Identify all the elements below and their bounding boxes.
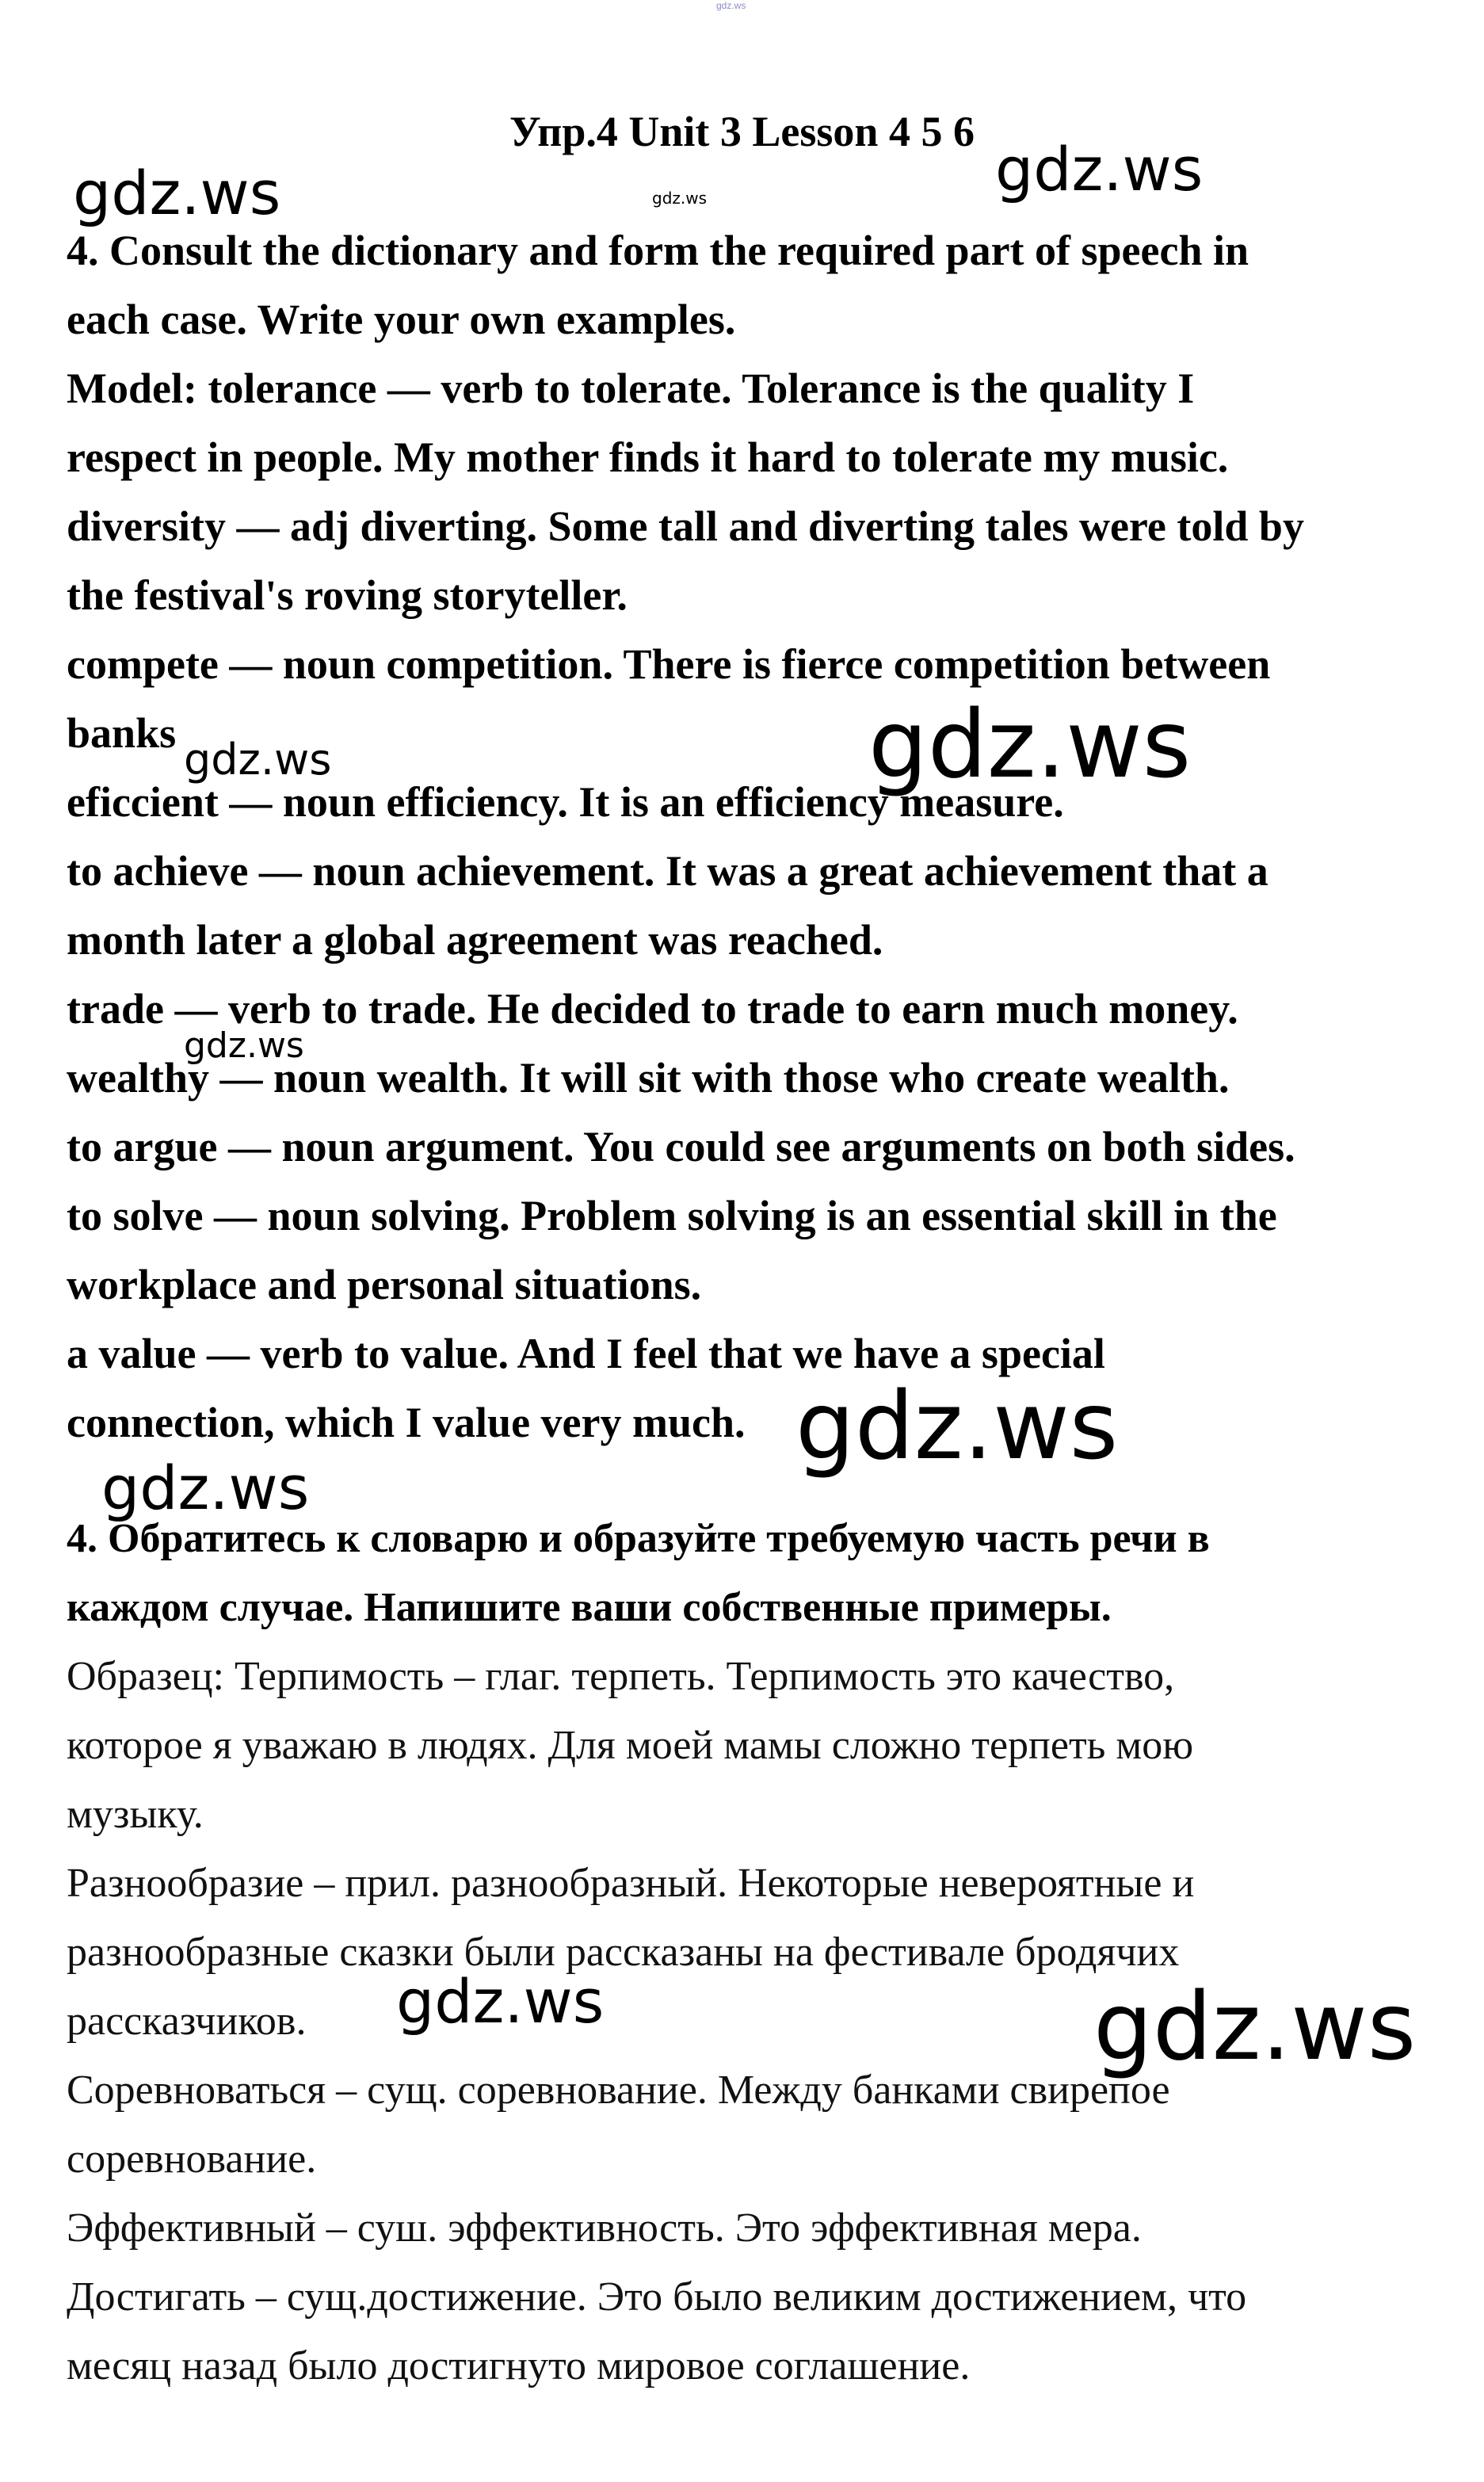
- translation-line: разнообразные сказки были рассказаны на фестивале бродячих: [67, 1930, 1180, 1975]
- watermark: gdz.ws: [652, 189, 708, 208]
- answer-line: to argue — noun argument. You could see arguments on both sides.: [67, 1123, 1295, 1170]
- watermark: gdz.ws: [868, 689, 1192, 799]
- watermark: gdz.ws: [184, 1025, 304, 1066]
- translation-line: Соревноваться – сущ. соревнование. Между банками свирепое: [67, 2068, 1170, 2113]
- answer-line: month later a global agreement was reached.: [67, 916, 883, 964]
- answer-line: to achieve — noun achievement. It was a great achievement that a: [67, 847, 1268, 895]
- translation-line: месяц назад было достигнуто мировое соглашение.: [67, 2343, 971, 2388]
- answer-line: compete — noun competition. There is fierce competition between: [67, 640, 1271, 688]
- watermark: gdz.ws: [184, 735, 332, 785]
- answer-line: eficcient — noun efficiency. It is an efficiency measure.: [67, 778, 1064, 826]
- watermark: gdz.ws: [795, 1371, 1119, 1480]
- exercise-heading-line: each case. Write your own examples.: [67, 296, 736, 343]
- answer-line: trade — verb to trade. He decided to trade to earn much money.: [67, 985, 1238, 1033]
- watermark: gdz.ws: [396, 1966, 605, 2037]
- answer-line: banks: [67, 709, 177, 757]
- watermark: gdz.ws: [101, 1453, 310, 1523]
- watermark: gdz.ws: [1093, 1972, 1417, 2081]
- answer-line: the festival's roving storyteller.: [67, 571, 628, 619]
- answer-line: wealthy — noun wealth. It will sit with those who create wealth.: [67, 1054, 1230, 1102]
- answer-line: workplace and personal situations.: [67, 1261, 702, 1308]
- answer-line: to solve — noun solving. Problem solving is an essential skill in the: [67, 1192, 1277, 1239]
- translation-line: соревнование.: [67, 2136, 317, 2182]
- translation-line: Эффективный – суш. эффективность. Это эффективная мера.: [67, 2205, 1142, 2251]
- answer-line: a value — verb to value. And I feel that we have a special: [67, 1330, 1105, 1377]
- model-line: Model: tolerance — verb to tolerate. Tolerance is the quality I: [67, 365, 1195, 412]
- exercise-heading-line: 4. Consult the dictionary and form the required part of speech in: [67, 227, 1249, 274]
- watermark: gdz.ws: [995, 134, 1204, 204]
- translation-heading-line: каждом случае. Напишите ваши собственные примеры.: [67, 1585, 1112, 1630]
- translation-line: Достигать – сущ.достижение. Это было великим достижением, что: [67, 2274, 1247, 2320]
- translation-line: рассказчиков.: [67, 1999, 307, 2044]
- translation-line: Образец: Терпимость – глаг. терпеть. Терпимость это качество,: [67, 1654, 1175, 1699]
- answer-line: connection, which I value very much.: [67, 1399, 746, 1446]
- answer-line: diversity — adj diverting. Some tall and diverting tales were told by: [67, 502, 1304, 550]
- translation-line: Разнообразие – прил. разнообразный. Некоторые невероятные и: [67, 1861, 1195, 1906]
- page-title: Упр.4 Unit 3 Lesson 4 5 6: [509, 108, 975, 155]
- model-line: respect in people. My mother finds it hard to tolerate my music.: [67, 433, 1229, 481]
- watermark: gdz.ws: [73, 158, 281, 228]
- translation-line: музыку.: [67, 1792, 204, 1837]
- translation-line: которое я уважаю в людях. Для моей мамы сложно терпеть мою: [67, 1723, 1194, 1768]
- translation-heading-line: 4. Обратитесь к словарю и образуйте требуемую часть речи в: [67, 1516, 1210, 1561]
- top-watermark: gdz.ws: [716, 0, 746, 11]
